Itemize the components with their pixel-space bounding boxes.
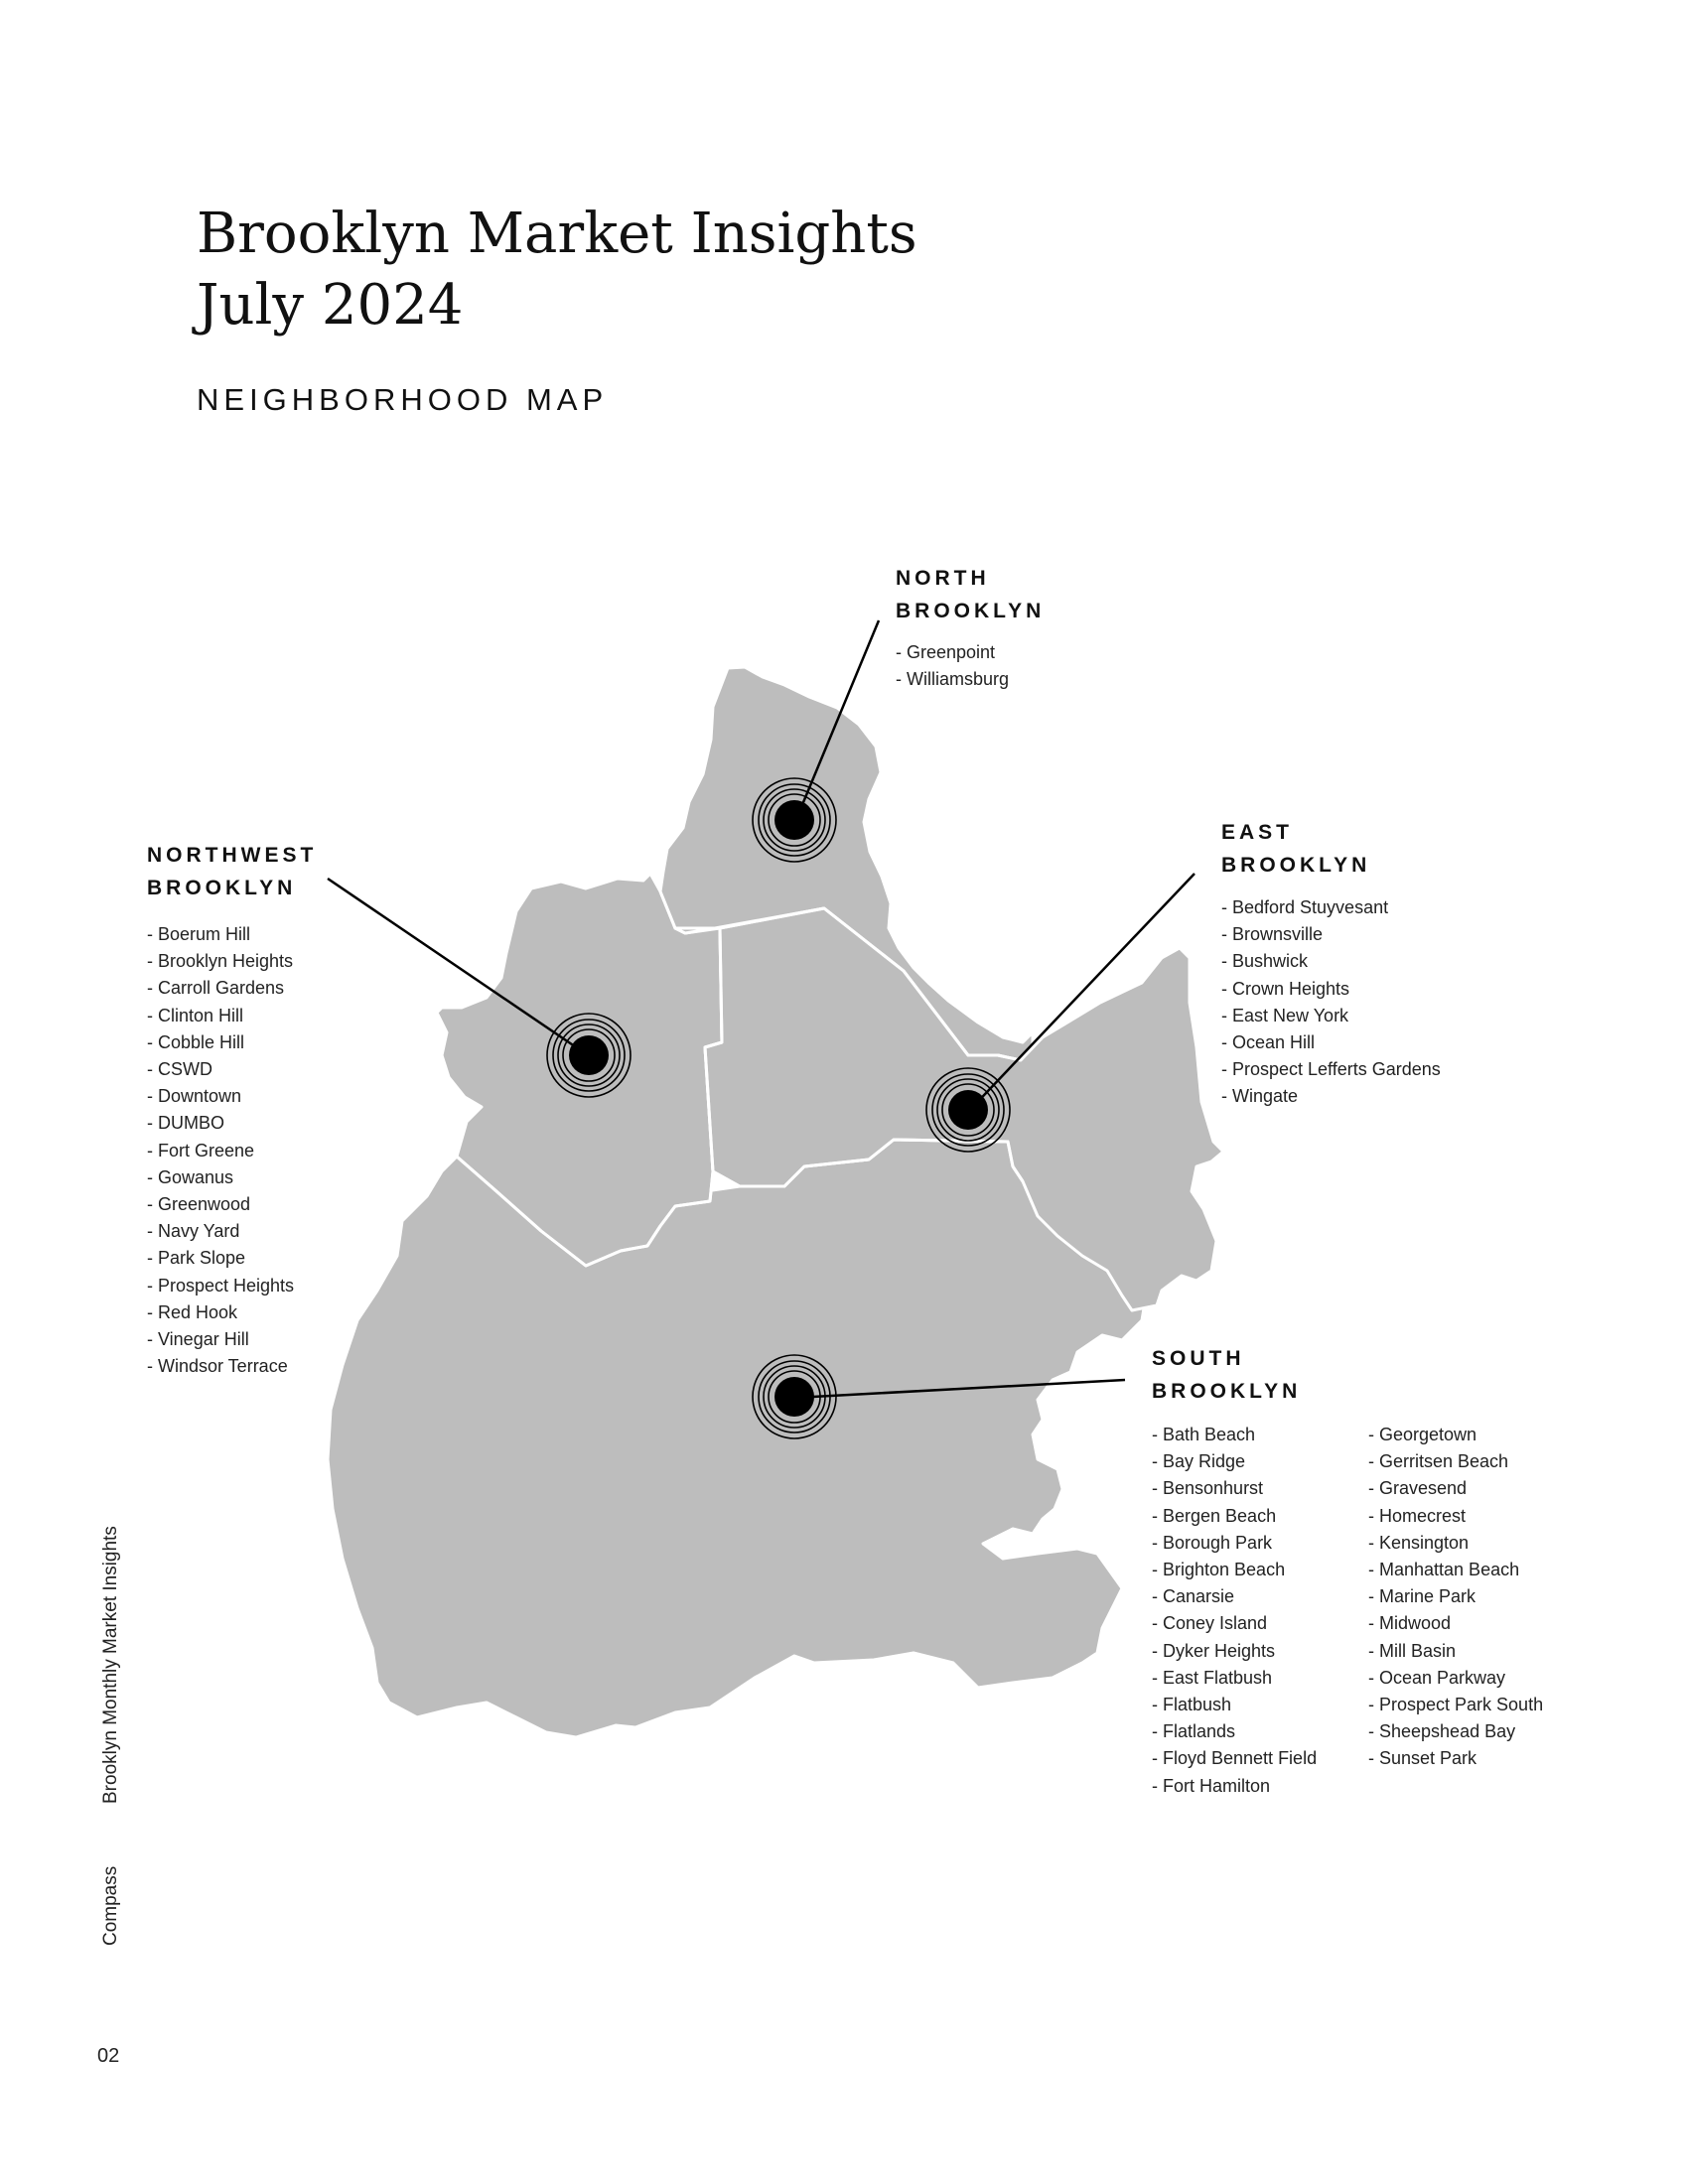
list-item: - Navy Yard: [147, 1221, 240, 1242]
page-number: 02: [97, 2045, 120, 2067]
list-item: - Dyker Heights: [1152, 1640, 1276, 1661]
list-item: - Gowanus: [147, 1166, 234, 1187]
east-label-line-2: BROOKLYN: [1221, 854, 1371, 877]
list-item: - East Flatbush: [1152, 1667, 1273, 1688]
list-item: - Fort Greene: [147, 1140, 255, 1160]
northwest-brooklyn-label: [147, 839, 317, 904]
list-item: - Brownsville: [1221, 924, 1324, 945]
list-item: - Bensonhurst: [1152, 1478, 1264, 1499]
marker-dot: [948, 1090, 988, 1130]
south-brooklyn-label: [1152, 1342, 1301, 1408]
list-item: - Floyd Bennett Field: [1152, 1748, 1318, 1769]
list-item: - Bedford Stuyvesant: [1221, 897, 1389, 917]
northwest-label-line-2: BROOKLYN: [147, 877, 297, 899]
list-item: - Red Hook: [147, 1301, 238, 1322]
north-neighborhood-list: [896, 639, 1009, 693]
list-item: - Greenwood: [147, 1194, 251, 1215]
list-item: - Prospect Park South: [1368, 1695, 1544, 1715]
south-label-line-1: SOUTH: [1152, 1347, 1245, 1370]
list-item: - DUMBO: [147, 1113, 224, 1134]
publication-name: Brooklyn Monthly Market Insights: [100, 1526, 121, 1804]
list-item: - Midwood: [1368, 1613, 1452, 1634]
east-label-line-1: EAST: [1221, 821, 1294, 844]
list-item: - Downtown: [147, 1086, 242, 1107]
south-region: [328, 1140, 1147, 1737]
list-item: - Prospect Lefferts Gardens: [1221, 1059, 1441, 1080]
list-item: - Brighton Beach: [1152, 1560, 1286, 1580]
list-item: - CSWD: [147, 1059, 212, 1080]
brand-name: Compass: [100, 1865, 121, 1946]
list-item: - Wingate: [1221, 1086, 1299, 1107]
list-item: - Kensington: [1368, 1532, 1470, 1553]
list-item: - Canarsie: [1152, 1586, 1235, 1607]
north-brooklyn-label: [896, 562, 1045, 627]
marker-dot: [774, 800, 814, 840]
list-item: - Homecrest: [1368, 1505, 1467, 1526]
list-item: - Sunset Park: [1368, 1748, 1477, 1769]
list-item: - Williamsburg: [896, 669, 1010, 690]
south-neighborhood-list-col1: [1152, 1422, 1317, 1800]
list-item: - Cobble Hill: [147, 1031, 245, 1052]
northwest-neighborhood-list: [147, 921, 294, 1380]
marker-dot: [774, 1377, 814, 1417]
marker-dot: [569, 1035, 609, 1075]
north-label-line-2: BROOKLYN: [896, 600, 1046, 622]
page-subtitle: NEIGHBORHOOD MAP: [197, 382, 609, 417]
list-item: - Clinton Hill: [147, 1005, 244, 1025]
south-neighborhood-list-col2: [1368, 1422, 1543, 1773]
list-item: - Park Slope: [147, 1248, 246, 1269]
list-item: - Sheepshead Bay: [1368, 1721, 1516, 1742]
list-item: - Bay Ridge: [1152, 1451, 1246, 1472]
list-item: - Flatlands: [1152, 1721, 1236, 1742]
northwest-label-line-1: NORTHWEST: [147, 844, 318, 867]
north-label-line-1: NORTH: [896, 567, 990, 590]
list-item: - Marine Park: [1368, 1586, 1477, 1607]
list-item: - Fort Hamilton: [1152, 1775, 1271, 1796]
title-line-1: Brooklyn Market Insights: [197, 202, 917, 266]
list-item: - Ocean Parkway: [1368, 1667, 1506, 1688]
list-item: - Brooklyn Heights: [147, 951, 294, 972]
list-item: - Bushwick: [1221, 951, 1309, 972]
list-item: - Coney Island: [1152, 1613, 1268, 1634]
list-item: - Boerum Hill: [147, 924, 251, 944]
list-item: - Ocean Hill: [1221, 1032, 1316, 1053]
list-item: - Greenpoint: [896, 642, 996, 662]
list-item: - Georgetown: [1368, 1425, 1477, 1444]
list-item: - Manhattan Beach: [1368, 1560, 1520, 1580]
list-item: - East New York: [1221, 1005, 1349, 1025]
list-item: - Carroll Gardens: [147, 978, 285, 999]
list-item: - Gravesend: [1368, 1478, 1468, 1499]
south-label-line-2: BROOKLYN: [1152, 1380, 1302, 1403]
list-item: - Gerritsen Beach: [1368, 1451, 1509, 1472]
list-item: - Flatbush: [1152, 1695, 1232, 1715]
list-item: - Bath Beach: [1152, 1425, 1256, 1444]
list-item: - Mill Basin: [1368, 1640, 1457, 1661]
list-item: - Crown Heights: [1221, 978, 1350, 999]
east-neighborhood-list: [1221, 894, 1441, 1111]
list-item: - Borough Park: [1152, 1532, 1273, 1553]
list-item: - Bergen Beach: [1152, 1505, 1277, 1526]
title-line-2: July 2024: [197, 273, 464, 338]
list-item: - Windsor Terrace: [147, 1356, 288, 1377]
list-item: - Prospect Heights: [147, 1275, 295, 1296]
east-brooklyn-label: [1221, 816, 1370, 882]
list-item: - Vinegar Hill: [147, 1329, 249, 1350]
